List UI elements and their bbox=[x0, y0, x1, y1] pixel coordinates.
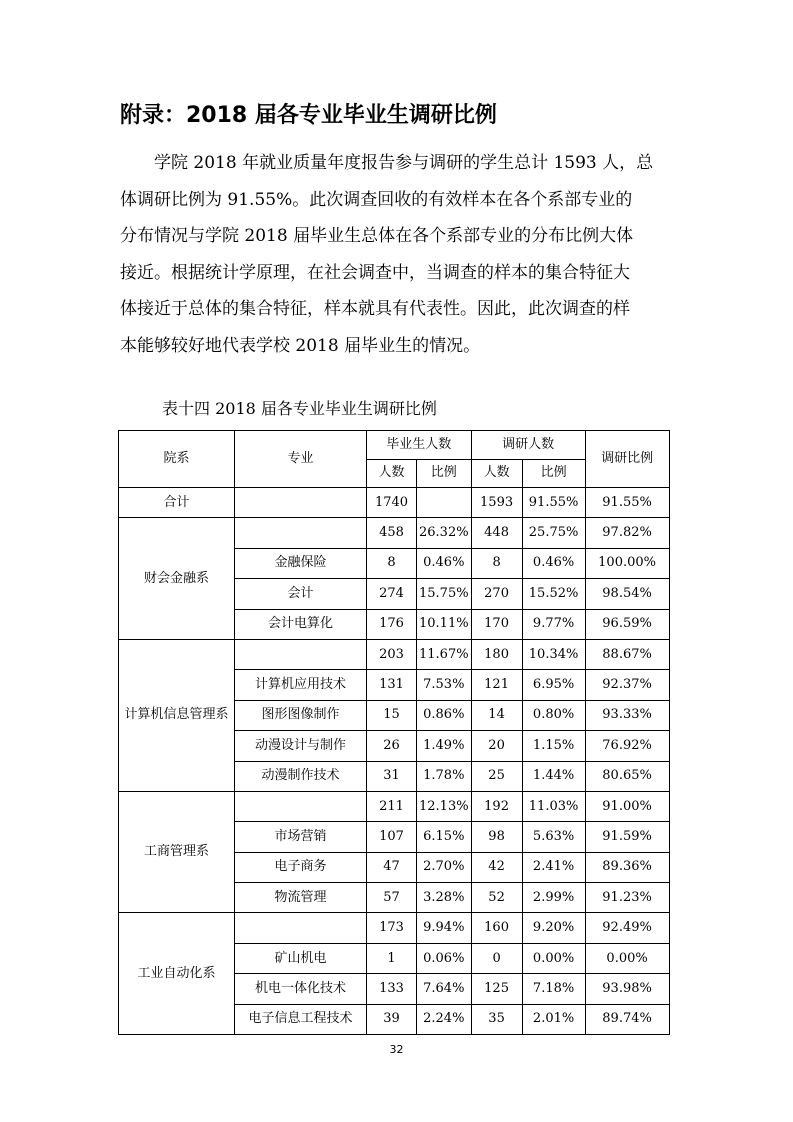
total-grads-ratio bbox=[417, 488, 472, 518]
cell-surveyed-ratio: 9.20% bbox=[522, 913, 585, 943]
cell-grads-ratio: 15.75% bbox=[417, 579, 472, 609]
cell-surveyed-count: 121 bbox=[471, 670, 522, 700]
cell-surveyed-count: 125 bbox=[471, 974, 522, 1004]
cell-surveyed-count: 180 bbox=[471, 639, 522, 669]
cell-major: 市场营销 bbox=[235, 822, 367, 852]
department-subtotal-row bbox=[119, 913, 670, 943]
cell-major bbox=[235, 791, 367, 821]
header-surveyed: 调研人数 bbox=[471, 431, 585, 460]
cell-surveyed-count: 192 bbox=[471, 791, 522, 821]
cell-grads-ratio: 1.49% bbox=[417, 731, 472, 761]
cell-grads-ratio: 11.67% bbox=[417, 639, 472, 669]
header-surveyed-count: 人数 bbox=[471, 459, 522, 488]
cell-surveyed-count: 14 bbox=[471, 700, 522, 730]
cell-grads-count: 31 bbox=[367, 761, 417, 791]
cell-grads-ratio: 26.32% bbox=[417, 518, 472, 548]
cell-major: 动漫设计与制作 bbox=[235, 731, 367, 761]
department-name: 财会金融系 bbox=[119, 518, 235, 640]
paragraph-line: 本能够较好地代表学校 2018 届毕业生的情况。 bbox=[120, 335, 481, 356]
cell-grads-count: 107 bbox=[367, 822, 417, 852]
cell-rate: 91.00% bbox=[585, 791, 669, 821]
paragraph-line: 体调研比例为 91.55%。此次调查回收的有效样本在各个系部专业的 bbox=[120, 189, 633, 210]
cell-surveyed-count: 52 bbox=[471, 883, 522, 913]
cell-grads-count: 26 bbox=[367, 731, 417, 761]
department-subtotal-row bbox=[119, 791, 670, 821]
cell-surveyed-ratio: 0.80% bbox=[522, 700, 585, 730]
paragraph-line: 学院 2018 年就业质量年度报告参与调研的学生总计 1593 人，总 bbox=[154, 153, 654, 173]
cell-surveyed-ratio: 11.03% bbox=[522, 791, 585, 821]
cell-surveyed-count: 448 bbox=[471, 518, 522, 548]
header-rate: 调研比例 bbox=[585, 431, 669, 488]
cell-surveyed-ratio: 0.46% bbox=[522, 548, 585, 578]
cell-major: 图形图像制作 bbox=[235, 700, 367, 730]
header-surveyed-ratio: 比例 bbox=[522, 459, 585, 488]
cell-major: 金融保险 bbox=[235, 548, 367, 578]
cell-major: 物流管理 bbox=[235, 883, 367, 913]
cell-major: 会计 bbox=[235, 579, 367, 609]
cell-rate: 98.54% bbox=[585, 579, 669, 609]
cell-major bbox=[235, 639, 367, 669]
cell-rate: 92.49% bbox=[585, 913, 669, 943]
cell-surveyed-ratio: 0.00% bbox=[522, 943, 585, 973]
cell-surveyed-ratio: 2.41% bbox=[522, 852, 585, 882]
department-subtotal-row bbox=[119, 518, 670, 548]
header-grads-ratio: 比例 bbox=[417, 459, 472, 488]
cell-rate: 93.33% bbox=[585, 700, 669, 730]
cell-grads-count: 15 bbox=[367, 700, 417, 730]
cell-grads-count: 458 bbox=[367, 518, 417, 548]
cell-grads-count: 203 bbox=[367, 639, 417, 669]
table-header-row bbox=[119, 431, 670, 460]
cell-grads-ratio: 10.11% bbox=[417, 609, 472, 639]
page-heading: 附录：2018 届各专业毕业生调研比例 bbox=[120, 103, 497, 128]
paragraph-line: 分布情况与学院 2018 届毕业生总体在各个系部专业的分布比例大体 bbox=[120, 226, 634, 247]
table-caption: 表十四 2018 届各专业毕业生调研比例 bbox=[162, 399, 437, 418]
cell-surveyed-count: 25 bbox=[471, 761, 522, 791]
cell-rate: 80.65% bbox=[585, 761, 669, 791]
header-grads: 毕业生人数 bbox=[367, 431, 472, 460]
department-name: 计算机信息管理系 bbox=[119, 639, 235, 791]
total-major bbox=[235, 488, 367, 518]
cell-rate: 89.74% bbox=[585, 1004, 669, 1034]
total-rate: 91.55% bbox=[585, 488, 669, 518]
cell-surveyed-ratio: 25.75% bbox=[522, 518, 585, 548]
cell-grads-ratio: 0.46% bbox=[417, 548, 472, 578]
cell-grads-ratio: 1.78% bbox=[417, 761, 472, 791]
cell-surveyed-ratio: 15.52% bbox=[522, 579, 585, 609]
cell-grads-ratio: 2.24% bbox=[417, 1004, 472, 1034]
cell-surveyed-count: 35 bbox=[471, 1004, 522, 1034]
cell-rate: 96.59% bbox=[585, 609, 669, 639]
header-grads-count: 人数 bbox=[367, 459, 417, 488]
cell-grads-count: 8 bbox=[367, 548, 417, 578]
cell-grads-count: 133 bbox=[367, 974, 417, 1004]
cell-major bbox=[235, 518, 367, 548]
cell-rate: 89.36% bbox=[585, 852, 669, 882]
cell-grads-count: 274 bbox=[367, 579, 417, 609]
cell-major: 电子信息工程技术 bbox=[235, 1004, 367, 1034]
cell-surveyed-count: 0 bbox=[471, 943, 522, 973]
cell-major bbox=[235, 913, 367, 943]
cell-surveyed-ratio: 1.44% bbox=[522, 761, 585, 791]
department-name: 工业自动化系 bbox=[119, 913, 235, 1035]
cell-major: 会计电算化 bbox=[235, 609, 367, 639]
cell-grads-ratio: 6.15% bbox=[417, 822, 472, 852]
cell-grads-ratio: 7.64% bbox=[417, 974, 472, 1004]
cell-grads-count: 47 bbox=[367, 852, 417, 882]
cell-grads-ratio: 12.13% bbox=[417, 791, 472, 821]
cell-grads-count: 173 bbox=[367, 913, 417, 943]
page-number: 32 bbox=[389, 1043, 404, 1056]
cell-rate: 100.00% bbox=[585, 548, 669, 578]
cell-surveyed-count: 98 bbox=[471, 822, 522, 852]
department-name: 工商管理系 bbox=[119, 791, 235, 913]
survey-ratio-table bbox=[118, 430, 670, 1035]
total-grads-count: 1740 bbox=[367, 488, 417, 518]
total-label: 合计 bbox=[119, 488, 235, 518]
header-dept: 院系 bbox=[119, 431, 235, 488]
cell-surveyed-ratio: 1.15% bbox=[522, 731, 585, 761]
cell-grads-count: 1 bbox=[367, 943, 417, 973]
cell-grads-count: 211 bbox=[367, 791, 417, 821]
cell-rate: 91.23% bbox=[585, 883, 669, 913]
paragraph-line: 接近。根据统计学原理，在社会调查中，当调查的样本的集合特征大 bbox=[120, 262, 630, 283]
cell-grads-count: 39 bbox=[367, 1004, 417, 1034]
cell-rate: 92.37% bbox=[585, 670, 669, 700]
cell-surveyed-count: 8 bbox=[471, 548, 522, 578]
cell-surveyed-ratio: 5.63% bbox=[522, 822, 585, 852]
department-subtotal-row bbox=[119, 639, 670, 669]
cell-grads-ratio: 7.53% bbox=[417, 670, 472, 700]
cell-rate: 91.59% bbox=[585, 822, 669, 852]
cell-surveyed-ratio: 10.34% bbox=[522, 639, 585, 669]
total-surveyed-ratio: 91.55% bbox=[522, 488, 585, 518]
cell-surveyed-ratio: 2.99% bbox=[522, 883, 585, 913]
cell-grads-ratio: 2.70% bbox=[417, 852, 472, 882]
cell-rate: 0.00% bbox=[585, 943, 669, 973]
cell-rate: 97.82% bbox=[585, 518, 669, 548]
cell-grads-count: 176 bbox=[367, 609, 417, 639]
cell-surveyed-count: 170 bbox=[471, 609, 522, 639]
cell-grads-count: 57 bbox=[367, 883, 417, 913]
cell-surveyed-ratio: 7.18% bbox=[522, 974, 585, 1004]
cell-grads-ratio: 0.86% bbox=[417, 700, 472, 730]
cell-major: 动漫制作技术 bbox=[235, 761, 367, 791]
cell-grads-ratio: 9.94% bbox=[417, 913, 472, 943]
cell-surveyed-count: 270 bbox=[471, 579, 522, 609]
total-row bbox=[119, 488, 670, 518]
cell-major: 矿山机电 bbox=[235, 943, 367, 973]
cell-surveyed-ratio: 9.77% bbox=[522, 609, 585, 639]
cell-surveyed-count: 160 bbox=[471, 913, 522, 943]
cell-major: 机电一体化技术 bbox=[235, 974, 367, 1004]
total-surveyed-count: 1593 bbox=[471, 488, 522, 518]
cell-rate: 93.98% bbox=[585, 974, 669, 1004]
paragraph-line: 体接近于总体的集合特征，样本就具有代表性。因此，此次调查的样 bbox=[120, 299, 630, 320]
cell-grads-ratio: 3.28% bbox=[417, 883, 472, 913]
header-major: 专业 bbox=[235, 431, 367, 488]
cell-grads-ratio: 0.06% bbox=[417, 943, 472, 973]
cell-major: 电子商务 bbox=[235, 852, 367, 882]
cell-grads-count: 131 bbox=[367, 670, 417, 700]
cell-surveyed-ratio: 2.01% bbox=[522, 1004, 585, 1034]
cell-rate: 76.92% bbox=[585, 731, 669, 761]
cell-surveyed-count: 20 bbox=[471, 731, 522, 761]
cell-major: 计算机应用技术 bbox=[235, 670, 367, 700]
cell-surveyed-count: 42 bbox=[471, 852, 522, 882]
intro-paragraph bbox=[120, 145, 675, 365]
cell-rate: 88.67% bbox=[585, 639, 669, 669]
cell-surveyed-ratio: 6.95% bbox=[522, 670, 585, 700]
